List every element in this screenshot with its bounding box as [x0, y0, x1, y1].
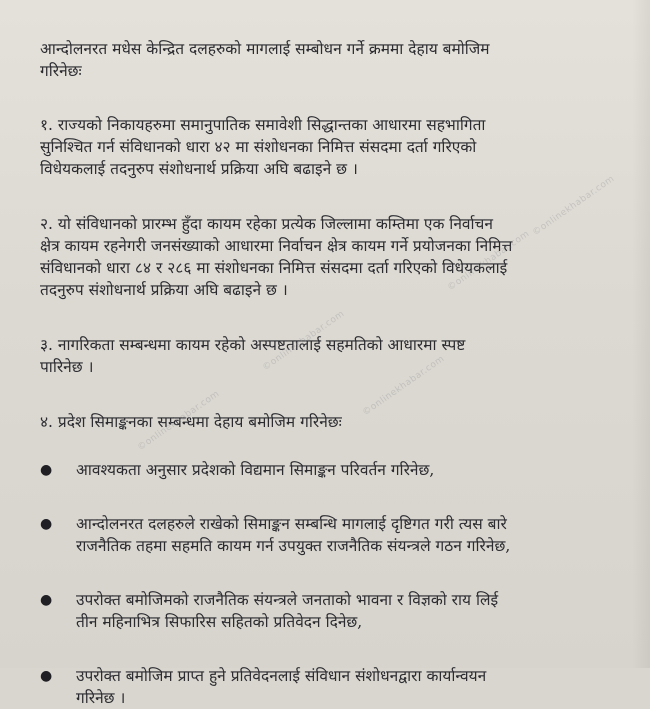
intro-paragraph: आन्दोलनरत मधेस केन्द्रित दलहरुको मागलाई सम्बोधन गर्ने क्रममा देहाय बमोजिम गरिनेछः	[40, 40, 490, 80]
bullet-text: उपरोक्त बमोजिमको राजनैतिक संयन्त्रले जनताको भावना र विज्ञको राय लिई तीन महिनाभित्र सिफारिस सहितको प्रतिवेदन दिनेछ,	[76, 591, 499, 631]
point-1: १. राज्यको निकायहरुमा समानुपातिक समावेशी सिद्धान्तका आधारमा सहभागिता सुनिश्चित गर्न संविधानको धारा ४२ मा संशोधनका निमित्त संसदमा दर्ता गरिएको विधेयकलाई तदनुरुप संशोधनार्थ प्रक्रिया अघि बढाइने छ ।	[40, 116, 486, 178]
paper-edge-shadow	[632, 0, 650, 668]
point-3: ३. नागरिकता सम्बन्धमा कायम रहेको अस्पष्टतालाई सहमतिको आधारमा स्पष्ट पारिनेछ ।	[40, 336, 466, 376]
bullet-icon: ●	[40, 462, 53, 478]
watermark: ©onlinekhabar.com	[360, 353, 447, 419]
watermark: ©onlinekhabar.com	[530, 173, 617, 239]
point-2: २. यो संविधानको प्रारम्भ हुँदा कायम रहेका प्रत्येक जिल्लामा कम्तिमा एक निर्वाचन क्षेत्र कायम रहनेगरी जनसंख्याको आधारमा निर्वाचन क्षेत्र कायम गर्ने प्रयोजनका निमित्त संविधानको धारा ८४ र २८६ मा संशोधनका निमित्त संसदमा दर्ता गरिएको विधेयकलाई तदनुरुप संशोधनार्थ प्रक्रिया अघि बढाइने छ ।	[40, 215, 513, 299]
watermark: ©onlinekhabar.com	[260, 308, 347, 374]
bullet-text: आन्दोलनरत दलहरुले राखेको सिमाङ्कन सम्बन्धि मागलाई दृष्टिगत गरी त्यस बारे राजनैतिक तहमा सहमति कायम गर्न उपयुक्त राजनैतिक संयन्त्रले गठन गरिनेछ,	[76, 515, 511, 555]
bullet-text: आवश्यकता अनुसार प्रदेशको विद्यमान सिमाङ्कन परिवर्तन गरिनेछ,	[76, 461, 435, 479]
bullet-icon: ●	[40, 516, 53, 532]
section-heading: ४. प्रदेश सिमाङ्कनका सम्बन्धमा देहाय बमोजिम गरिनेछः	[40, 413, 342, 431]
bullet-item	[40, 459, 610, 481]
bullet-item	[40, 589, 610, 633]
watermark: ©onlinekhabar.com	[445, 228, 532, 294]
bullet-text: उपरोक्त बमोजिम प्राप्त हुने प्रतिवेदनलाई संविधान संशोधनद्वारा कार्यान्वयन गरिनेछ ।	[76, 667, 487, 707]
bullet-item	[40, 513, 610, 557]
bullet-icon: ●	[40, 592, 53, 608]
bullet-item	[40, 665, 610, 709]
bullet-icon: ●	[40, 668, 53, 684]
watermark: ©onlinekhabar.com	[135, 388, 222, 454]
